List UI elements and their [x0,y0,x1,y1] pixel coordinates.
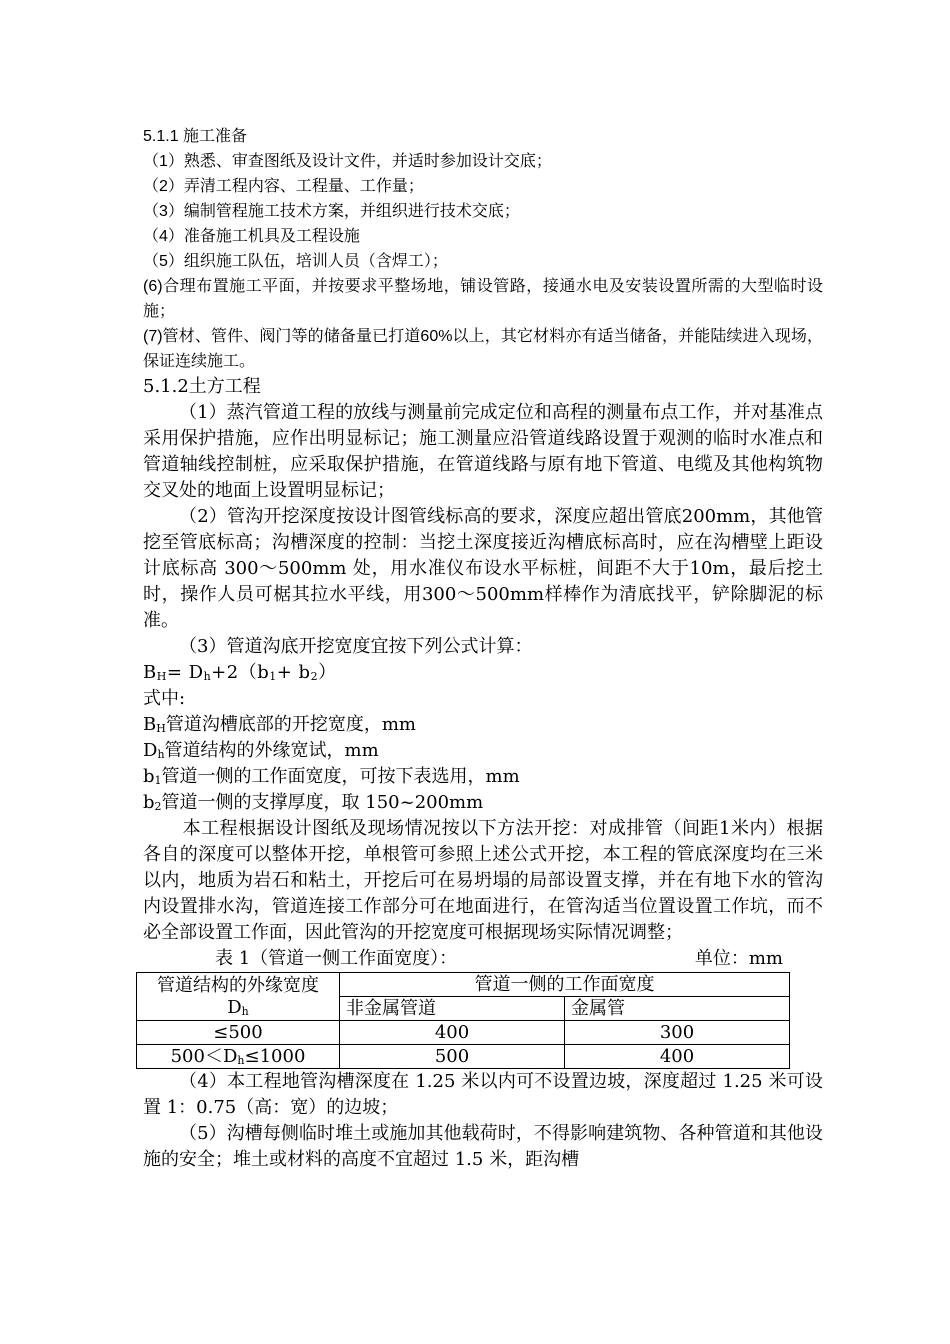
definition [143,712,823,738]
list-item: （5）组织施工队伍，培训人员（含焊工）； [143,253,448,270]
definition [143,764,823,790]
def-text: 管道一侧的支撑厚度，取 150~200mm [161,792,484,813]
list-item: (7)管材、管件、阀门等的储备量已打道60%以上，其它材料亦有适当储备，并能陆续进入现场，保证连续施工。 [143,328,823,370]
section-heading: 5.1.2土方工程 [143,376,261,397]
section-5-1-2 [143,374,823,1173]
paragraph: 本工程根据设计图纸及现场情况按以下方法开挖：对成排管（间距1米内）根据各自的深度可以整体开挖，单根管可参照上述公式开挖，本工程的管底深度均在三米以内，地质为岩石和粘土，开挖后可在易坍塌的局部设置支撑，并在有地下水的管沟内设置排水沟，管道连接工作部分可在地面进行，在管沟适当位置设置工作坑，而不必全部设置工作面，因此管沟的开挖宽度可根据现场实际情况调整； [143,818,823,943]
definition [143,790,823,816]
list-item: （4）准备施工机具及工程设施 [143,228,360,245]
formula-sub: 2 [310,670,319,683]
formula-part: + b [276,662,311,683]
table-cell: ≤500 [137,1021,340,1045]
section-heading: 5.1.1 施工准备 [143,128,248,145]
table-cell [137,1045,340,1069]
def-text: 管道结构的外缘宽试，mm [164,740,379,761]
def-sub: 2 [154,800,162,813]
cell-part: 500＜D [170,1045,238,1067]
table-cell: 500 [340,1045,565,1069]
table-unit: 单位：mm [694,948,783,969]
header-symbol [143,997,333,1019]
paragraph: （4）本工程地管沟槽深度在 1.25 米以内可不设置边坡，深度超过 1.25 米可设置 1：0.75（高：宽）的边坡； [143,1071,823,1118]
where-label: 式中: [143,688,186,709]
table-cell: 400 [340,1021,565,1045]
table-row [137,1045,790,1069]
list-item: （1）熟悉、审查图纸及设计文件，并适时参加设计交底； [143,153,552,170]
table-header-row [137,973,790,997]
table-title: 表 1（管道一侧工作面宽度）： [215,948,458,969]
table-header-cell: 金属管 [565,997,790,1021]
list-item: （3）编制管程施工技术方案，并组织进行技术交底； [143,203,520,220]
def-text: 管道沟槽底部的开挖宽度，mm [165,714,416,735]
table-caption [143,946,823,972]
formula-part: +2（b [211,662,270,683]
paragraph: （5）沟槽每侧临时堆土或施加其他载荷时，不得影响建筑物、各种管道和其他设施的安全；堆土或材料的高度不宜超过 1.5 米，距沟槽 [143,1123,823,1170]
paragraph: （3）管道沟底开挖宽度宜按下列公式计算： [179,636,533,657]
header-sub: h [241,1004,249,1018]
list-item: (6)合理布置施工平面，并按要求平整场地，铺设管路，接通水电及安装设置所需的大型临时设施； [143,278,823,320]
table-header-cell: 非金属管道 [340,997,565,1021]
def-symbol: b [143,792,155,813]
definition [143,738,823,764]
formula-sub: H [156,670,167,683]
cell-sub: h [237,1053,245,1067]
header-sym: D [227,996,242,1018]
formula [143,660,823,686]
cell-part: ≤1000 [244,1045,306,1067]
formula-part: B [143,662,157,683]
def-symbol: b [143,766,155,787]
work-width-table [136,972,790,1069]
def-sub: H [156,722,166,735]
list-item: （2）弄清工程内容、工程量、工作量； [143,178,424,195]
section-5-1-1 [143,124,823,374]
header-text: 管道结构的外缘宽度 [157,974,319,996]
table-cell: 300 [565,1021,790,1045]
def-symbol: D [143,740,158,761]
paragraph: （1）蒸汽管道工程的放线与测量前完成定位和高程的测量布点工作，并对基准点采用保护措施，应作出明显标记；施工测量应沿管道线路设置于观测的临时水准点和管道轴线控制桩，应采取保护措施，在管道线路与原有地下管道、电缆及其他构筑物交叉处的地面上设置明显标记； [143,402,823,501]
table-row [137,1021,790,1045]
formula-part: ） [318,662,337,683]
formula-part: = D [166,662,204,683]
def-sub: h [157,748,165,761]
paragraph: （2）管沟开挖深度按设计图管线标高的要求，深度应超出管底200mm，其他管挖至管底标高；沟槽深度的控制：当挖土深度接近沟槽底标高时，应在沟槽壁上距设计底标高 300～500mm 处，用水准仪布设水平标桩，间距不大于10m，最后挖土时，操作人员可椐其拉水平线，用300～500mm样棒作为清底找平，铲除脚泥的标准。 [143,506,823,631]
table-header-cell [137,973,340,1021]
formula-sub: 1 [269,670,277,683]
table-cell: 400 [565,1045,790,1069]
document-page [143,124,823,1173]
def-symbol: B [143,714,157,735]
def-sub: 1 [154,774,162,787]
def-text: 管道一侧的工作面宽度，可按下表选用，mm [161,766,520,787]
table-header-cell: 管道一侧的工作面宽度 [340,973,790,997]
formula-sub: h [203,670,212,683]
